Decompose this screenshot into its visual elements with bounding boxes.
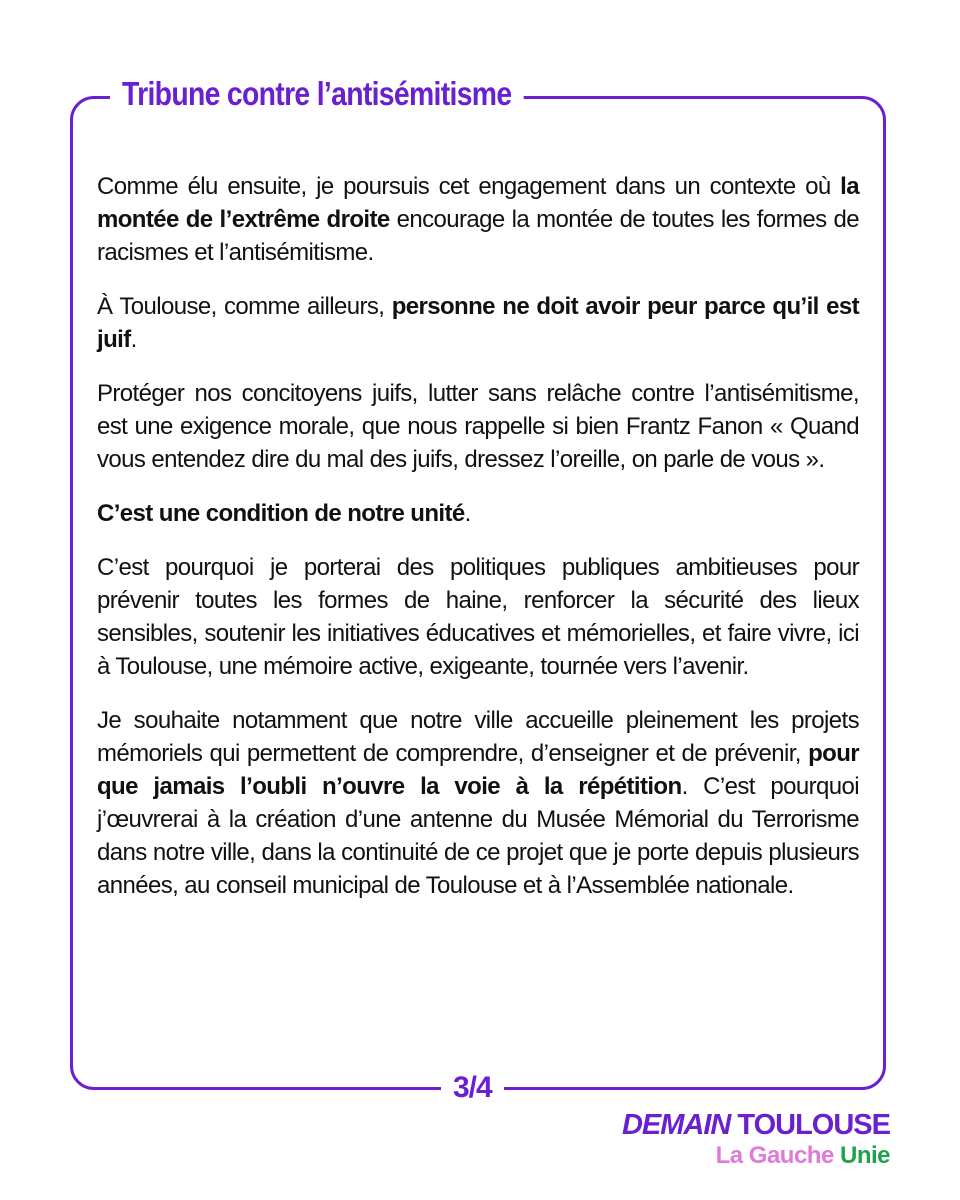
paragraph-5 (97, 551, 859, 683)
p4-text-c: . (464, 500, 471, 527)
p2-text-c: . (130, 326, 137, 353)
p1-text-a: Comme élu ensuite, je poursuis cet engagement dans un contexte où (97, 173, 841, 200)
brand-gauche: La Gauche (715, 1142, 834, 1169)
paragraph-1 (97, 170, 859, 269)
page-number: 3/4 (441, 1068, 504, 1108)
article-body (97, 170, 859, 923)
p5-text-a: C’est pourquoi je porterai des politiques publiques ambitieuses pour prévenir toutes les formes de haine, renforcer la sécurité des lieux sensibles, soutenir les initiatives éducatives et mémorielles, et faire vivre, ici à Toulouse, une mémoire active, exigeante, tournée vers l’avenir. (97, 554, 859, 680)
paragraph-3 (97, 377, 859, 476)
p1-text-c: encourage la montée de toutes les formes de racismes et l’antisémitisme. (97, 206, 860, 266)
p4-bold: C’est une condition de notre unité (97, 500, 465, 527)
paragraph-6 (97, 704, 859, 902)
p1-bold: la montée de l’extrême droite (97, 173, 859, 233)
brand-toulouse: TOULOUSE (737, 1109, 890, 1141)
p6-bold: pour que jamais l’oubli n’ouvre la voie à la répétition (97, 740, 859, 800)
paragraph-4 (97, 497, 859, 530)
brand-demain: DEMAIN (621, 1109, 731, 1141)
brand-unie: Unie (839, 1142, 890, 1169)
brand-logo (622, 1108, 890, 1170)
p2-text-a: À Toulouse, comme ailleurs, (97, 293, 392, 320)
brand-line-2 (622, 1142, 890, 1170)
paragraph-2 (97, 290, 859, 356)
p6-text-a: Je souhaite notamment que notre ville accueille pleinement les projets mémoriels qui permettent de comprendre, d’enseigner et de prévenir, (97, 707, 859, 767)
p2-bold: personne ne doit avoir peur parce qu’il est juif (97, 293, 859, 353)
p3-text-a: Protéger nos concitoyens juifs, lutter sans relâche contre l’antisémitisme, est une exigence morale, que nous rappelle si bien Frantz Fanon « Quand vous entendez dire du mal des juifs, dressez l’oreille, on parle de vous ». (97, 380, 859, 473)
p6-text-c: . C’est pourquoi j’œuvrerai à la création d’une antenne du Musée Mémorial du Terrorisme dans notre ville, dans la continuité de ce projet que je porte depuis plusieurs années, au conseil municipal de Toulouse et à l’Assemblée nationale. (97, 773, 859, 899)
page-title: Tribune contre l’antisémitisme (110, 72, 523, 116)
brand-line-1 (622, 1108, 890, 1142)
